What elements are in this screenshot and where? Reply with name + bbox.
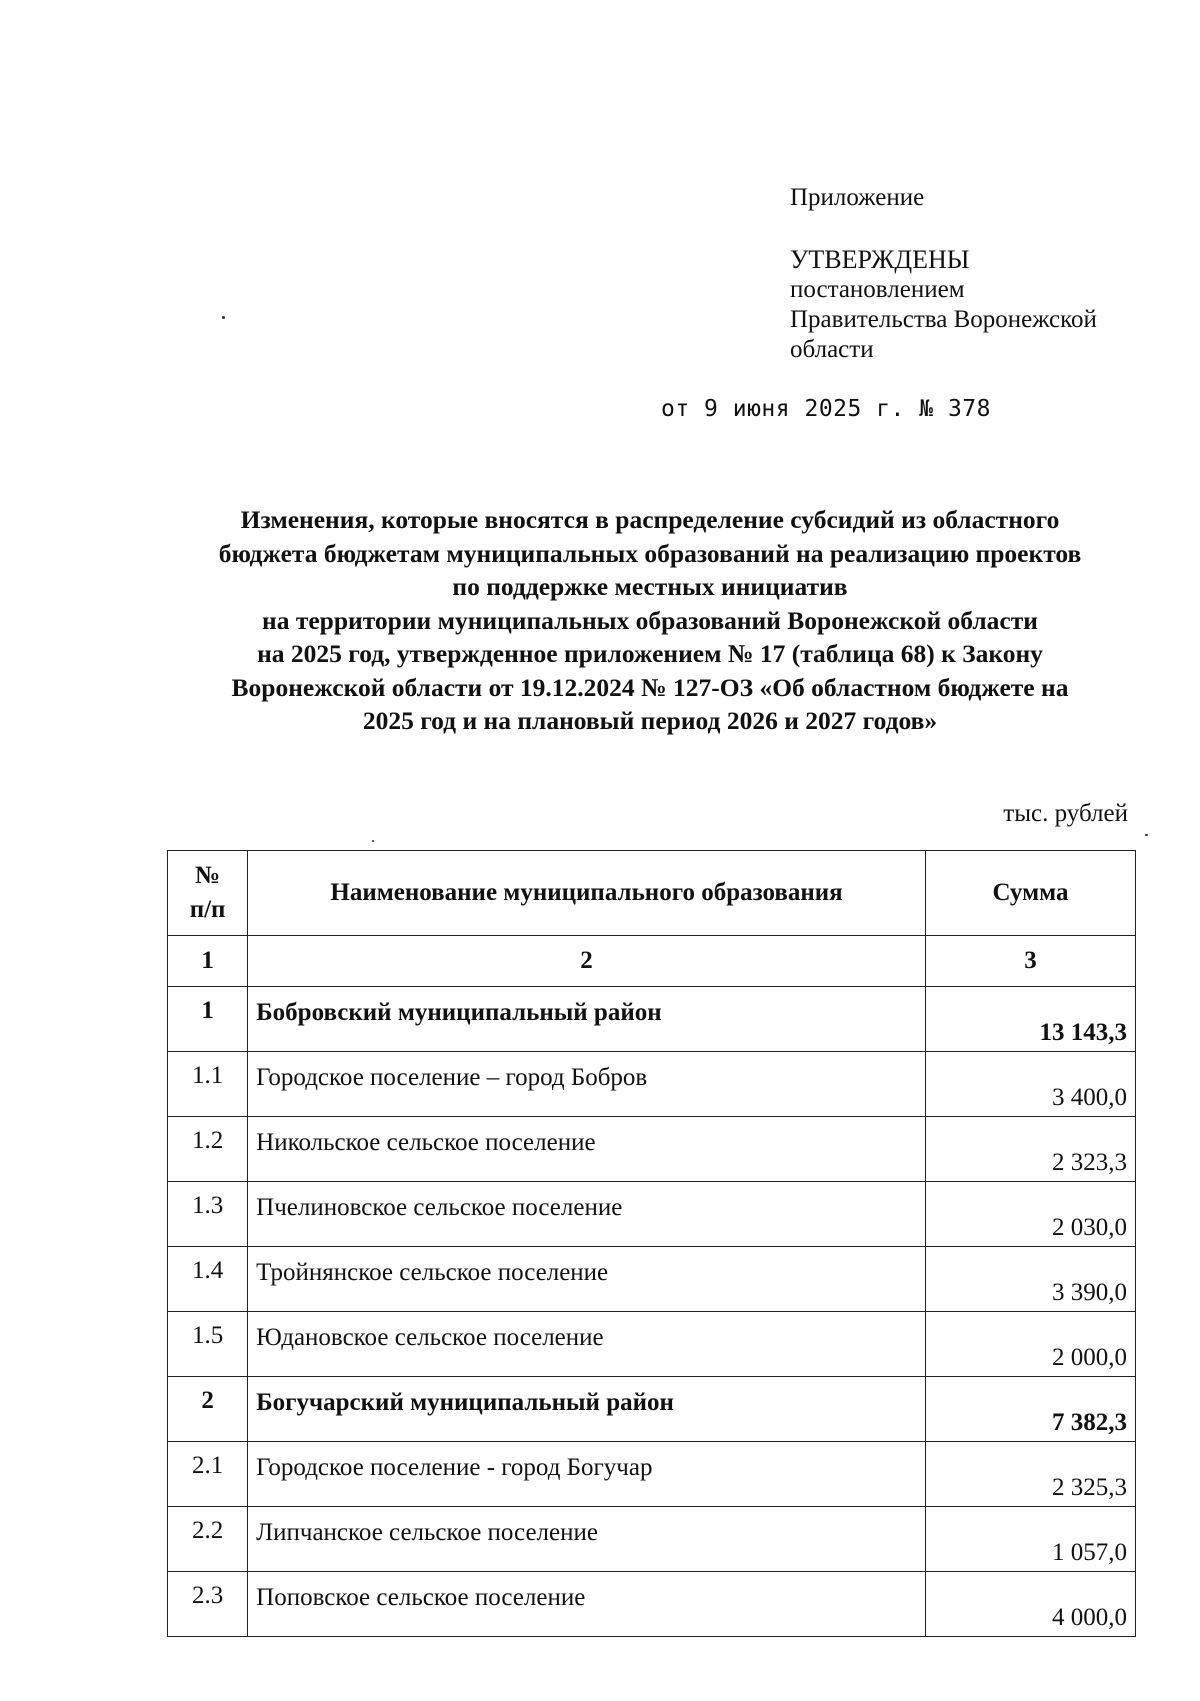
distribution-table [167, 850, 1136, 1637]
column-index: 2 [248, 936, 926, 987]
row-number: 2.1 [168, 1442, 248, 1507]
approved-label: УТВЕРЖДЕНЫ [790, 245, 970, 274]
row-number: 1.5 [168, 1312, 248, 1377]
table-row [168, 1312, 1136, 1377]
scan-speck [222, 316, 225, 319]
title-line: на 2025 год, утвержденное приложением № 17 (таблица 68) к Закону [257, 639, 1043, 668]
row-sum: 3 400,0 [925, 1052, 1135, 1117]
row-name: Пчелиновское сельское поселение [248, 1182, 926, 1247]
approval-line: Правительства Воронежской [790, 306, 1097, 333]
row-name: Богучарский муниципальный район [248, 1377, 926, 1442]
title-line: по поддержке местных инициатив [452, 572, 848, 601]
title-line: Изменения, которые вносятся в распределение субсидий из областного [240, 505, 1060, 534]
row-name: Липчанское сельское поселение [248, 1507, 926, 1572]
row-sum: 2 323,3 [925, 1117, 1135, 1182]
row-name: Бобровский муниципальный район [248, 987, 926, 1052]
row-sum: 4 000,0 [925, 1572, 1135, 1637]
appendix-label: Приложение [790, 184, 925, 211]
scan-speck [1145, 834, 1148, 836]
row-number: 1.3 [168, 1182, 248, 1247]
header-number: № п/п [168, 851, 248, 936]
row-number: 2.2 [168, 1507, 248, 1572]
row-name: Городское поселение – город Бобров [248, 1052, 926, 1117]
scan-speck [372, 840, 374, 842]
table-row [168, 1247, 1136, 1312]
row-sum: 2 325,3 [925, 1442, 1135, 1507]
row-sum: 2 000,0 [925, 1312, 1135, 1377]
row-sum: 2 030,0 [925, 1182, 1135, 1247]
table-row-district [168, 987, 1136, 1052]
row-name: Юдановское сельское поселение [248, 1312, 926, 1377]
header-sum: Сумма [925, 851, 1135, 936]
title-line: Воронежской области от 19.12.2024 № 127-ОЗ «Об областном бюджете на [231, 672, 1069, 702]
table-row [168, 1052, 1136, 1117]
table-header-row [168, 851, 1136, 936]
row-number: 2 [168, 1377, 248, 1442]
approval-block [790, 183, 1097, 365]
table-row [168, 1117, 1136, 1182]
row-sum: 3 390,0 [925, 1247, 1135, 1312]
decree-date-number: от 9 июня 2025 г. № 378 [661, 396, 991, 422]
row-name: Поповское сельское поселение [248, 1572, 926, 1637]
table-row [168, 1572, 1136, 1637]
table-row-district [168, 1377, 1136, 1442]
column-index: 3 [925, 936, 1135, 987]
table-row [168, 1507, 1136, 1572]
approval-line: постановлением [790, 276, 965, 303]
row-number: 1.1 [168, 1052, 248, 1117]
row-number: 1.4 [168, 1247, 248, 1312]
row-number: 1 [168, 987, 248, 1052]
title-line: бюджета бюджетам муниципальных образований на реализацию проектов [218, 538, 1082, 568]
row-sum: 13 143,3 [925, 987, 1135, 1052]
row-number: 1.2 [168, 1117, 248, 1182]
title-line: на территории муниципальных образований Воронежской области [262, 605, 1038, 635]
column-index-row [168, 936, 1136, 987]
approval-line: области [790, 336, 874, 363]
row-name: Тройнянское сельское поселение [248, 1247, 926, 1312]
table-row [168, 1182, 1136, 1247]
row-name: Городское поселение - город Богучар [248, 1442, 926, 1507]
row-sum: 1 057,0 [925, 1507, 1135, 1572]
row-name: Никольское сельское поселение [248, 1117, 926, 1182]
currency-unit: тыс. рублей [1003, 800, 1128, 827]
column-index: 1 [168, 936, 248, 987]
document-title [150, 503, 1150, 738]
row-sum: 7 382,3 [925, 1377, 1135, 1442]
header-name: Наименование муниципального образования [248, 851, 926, 936]
row-number: 2.3 [168, 1572, 248, 1637]
title-line: 2025 год и на плановый период 2026 и 2027 годов» [362, 706, 938, 735]
table-row [168, 1442, 1136, 1507]
